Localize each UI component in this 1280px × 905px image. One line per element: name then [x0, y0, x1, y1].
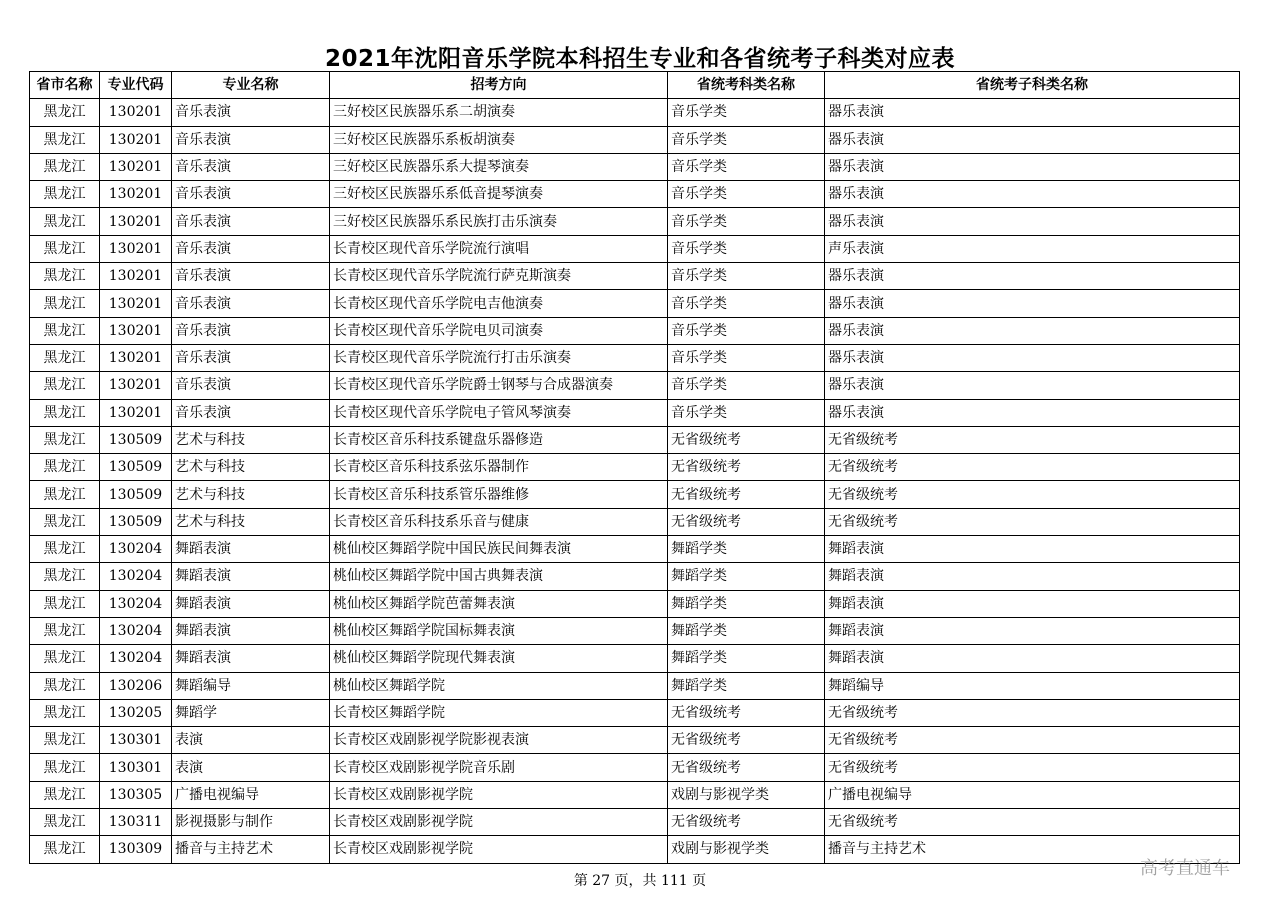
cell-province: 黑龙江: [30, 235, 100, 262]
cell-subcategory: 器乐表演: [825, 344, 1240, 371]
table-row: [30, 290, 1240, 317]
cell-direction: 长青校区戏剧影视学院: [330, 836, 668, 863]
cell-province: 黑龙江: [30, 181, 100, 208]
cell-province: 黑龙江: [30, 208, 100, 235]
cell-category: 无省级统考: [668, 727, 825, 754]
cell-major-code: 130201: [100, 235, 172, 262]
cell-subcategory: 无省级统考: [825, 809, 1240, 836]
header-province: 省市名称: [30, 72, 100, 99]
cell-major-name: 音乐表演: [172, 263, 330, 290]
cell-category: 无省级统考: [668, 481, 825, 508]
cell-major-name: 舞蹈学: [172, 699, 330, 726]
cell-province: 黑龙江: [30, 781, 100, 808]
cell-category: 音乐学类: [668, 126, 825, 153]
table-row: [30, 99, 1240, 126]
cell-category: 舞蹈学类: [668, 645, 825, 672]
cell-subcategory: 舞蹈编导: [825, 672, 1240, 699]
cell-province: 黑龙江: [30, 536, 100, 563]
cell-direction: 桃仙校区舞蹈学院现代舞表演: [330, 645, 668, 672]
cell-direction: 长青校区现代音乐学院电吉他演奏: [330, 290, 668, 317]
cell-major-code: 130311: [100, 809, 172, 836]
cell-subcategory: 无省级统考: [825, 454, 1240, 481]
cell-subcategory: 器乐表演: [825, 153, 1240, 180]
cell-province: 黑龙江: [30, 754, 100, 781]
cell-category: 舞蹈学类: [668, 536, 825, 563]
cell-subcategory: 舞蹈表演: [825, 536, 1240, 563]
cell-major-name: 音乐表演: [172, 290, 330, 317]
cell-subcategory: 无省级统考: [825, 481, 1240, 508]
cell-major-name: 舞蹈表演: [172, 617, 330, 644]
cell-category: 音乐学类: [668, 99, 825, 126]
table-row: [30, 754, 1240, 781]
cell-subcategory: 器乐表演: [825, 399, 1240, 426]
cell-province: 黑龙江: [30, 563, 100, 590]
cell-major-code: 130205: [100, 699, 172, 726]
cell-category: 音乐学类: [668, 263, 825, 290]
cell-major-code: 130509: [100, 481, 172, 508]
cell-category: 音乐学类: [668, 153, 825, 180]
cell-direction: 桃仙校区舞蹈学院国标舞表演: [330, 617, 668, 644]
cell-direction: 桃仙校区舞蹈学院中国民族民间舞表演: [330, 536, 668, 563]
cell-subcategory: 舞蹈表演: [825, 590, 1240, 617]
cell-major-code: 130509: [100, 426, 172, 453]
cell-direction: 长青校区音乐科技系键盘乐器修造: [330, 426, 668, 453]
cell-major-name: 音乐表演: [172, 399, 330, 426]
cell-subcategory: 舞蹈表演: [825, 645, 1240, 672]
table-row: [30, 317, 1240, 344]
cell-subcategory: 器乐表演: [825, 181, 1240, 208]
cell-direction: 长青校区音乐科技系弦乐器制作: [330, 454, 668, 481]
cell-subcategory: 器乐表演: [825, 126, 1240, 153]
cell-province: 黑龙江: [30, 617, 100, 644]
cell-major-name: 艺术与科技: [172, 508, 330, 535]
cell-direction: 长青校区现代音乐学院电子管风琴演奏: [330, 399, 668, 426]
cell-direction: 长青校区舞蹈学院: [330, 699, 668, 726]
table-row: [30, 426, 1240, 453]
cell-subcategory: 无省级统考: [825, 508, 1240, 535]
cell-category: 无省级统考: [668, 754, 825, 781]
cell-province: 黑龙江: [30, 590, 100, 617]
table-row: [30, 263, 1240, 290]
cell-province: 黑龙江: [30, 508, 100, 535]
cell-category: 无省级统考: [668, 699, 825, 726]
cell-major-name: 艺术与科技: [172, 481, 330, 508]
cell-direction: 长青校区戏剧影视学院音乐剧: [330, 754, 668, 781]
cell-major-code: 130301: [100, 727, 172, 754]
cell-direction: 桃仙校区舞蹈学院芭蕾舞表演: [330, 590, 668, 617]
cell-major-name: 表演: [172, 727, 330, 754]
cell-category: 音乐学类: [668, 290, 825, 317]
cell-major-code: 130204: [100, 590, 172, 617]
cell-category: 舞蹈学类: [668, 590, 825, 617]
cell-major-name: 艺术与科技: [172, 454, 330, 481]
table-row: [30, 126, 1240, 153]
cell-direction: 长青校区现代音乐学院流行演唱: [330, 235, 668, 262]
cell-major-code: 130201: [100, 208, 172, 235]
table-row: [30, 781, 1240, 808]
cell-major-code: 130509: [100, 454, 172, 481]
cell-province: 黑龙江: [30, 645, 100, 672]
cell-province: 黑龙江: [30, 290, 100, 317]
table-row: [30, 563, 1240, 590]
cell-major-name: 音乐表演: [172, 126, 330, 153]
cell-subcategory: 器乐表演: [825, 290, 1240, 317]
cell-direction: 三好校区民族器乐系民族打击乐演奏: [330, 208, 668, 235]
cell-major-name: 广播电视编导: [172, 781, 330, 808]
cell-category: 舞蹈学类: [668, 563, 825, 590]
cell-subcategory: 无省级统考: [825, 727, 1240, 754]
cell-major-code: 130201: [100, 263, 172, 290]
cell-major-name: 影视摄影与制作: [172, 809, 330, 836]
cell-province: 黑龙江: [30, 317, 100, 344]
page-title: 2021年沈阳音乐学院本科招生专业和各省统考子科类对应表: [324, 46, 955, 72]
cell-direction: 桃仙校区舞蹈学院: [330, 672, 668, 699]
cell-major-name: 音乐表演: [172, 317, 330, 344]
cell-subcategory: 舞蹈表演: [825, 563, 1240, 590]
cell-major-name: 表演: [172, 754, 330, 781]
table-row: [30, 645, 1240, 672]
cell-major-code: 130201: [100, 290, 172, 317]
cell-major-name: 音乐表演: [172, 208, 330, 235]
cell-major-name: 音乐表演: [172, 372, 330, 399]
cell-category: 音乐学类: [668, 181, 825, 208]
cell-major-name: 舞蹈表演: [172, 536, 330, 563]
cell-direction: 桃仙校区舞蹈学院中国古典舞表演: [330, 563, 668, 590]
watermark: 高考直通车: [1140, 858, 1230, 879]
cell-province: 黑龙江: [30, 672, 100, 699]
cell-direction: 长青校区音乐科技系管乐器维修: [330, 481, 668, 508]
cell-major-name: 音乐表演: [172, 181, 330, 208]
cell-subcategory: 广播电视编导: [825, 781, 1240, 808]
table-row: [30, 590, 1240, 617]
header-major-name: 专业名称: [172, 72, 330, 99]
cell-major-name: 音乐表演: [172, 235, 330, 262]
table-row: [30, 699, 1240, 726]
cell-major-name: 舞蹈编导: [172, 672, 330, 699]
cell-subcategory: 舞蹈表演: [825, 617, 1240, 644]
cell-province: 黑龙江: [30, 263, 100, 290]
cell-category: 戏剧与影视学类: [668, 781, 825, 808]
table-row: [30, 399, 1240, 426]
cell-major-name: 音乐表演: [172, 99, 330, 126]
cell-category: 无省级统考: [668, 508, 825, 535]
cell-direction: 长青校区音乐科技系乐音与健康: [330, 508, 668, 535]
table-row: [30, 508, 1240, 535]
cell-direction: 三好校区民族器乐系板胡演奏: [330, 126, 668, 153]
table-row: [30, 372, 1240, 399]
table-row: [30, 344, 1240, 371]
cell-direction: 长青校区现代音乐学院电贝司演奏: [330, 317, 668, 344]
cell-major-code: 130204: [100, 617, 172, 644]
cell-province: 黑龙江: [30, 372, 100, 399]
cell-category: 无省级统考: [668, 426, 825, 453]
cell-category: 舞蹈学类: [668, 672, 825, 699]
cell-major-code: 130201: [100, 181, 172, 208]
cell-major-code: 130201: [100, 153, 172, 180]
cell-subcategory: 播音与主持艺术: [825, 836, 1240, 863]
cell-major-name: 音乐表演: [172, 344, 330, 371]
cell-major-name: 舞蹈表演: [172, 563, 330, 590]
cell-category: 音乐学类: [668, 399, 825, 426]
table-row: [30, 836, 1240, 863]
cell-major-code: 130201: [100, 399, 172, 426]
cell-direction: 长青校区现代音乐学院爵士钢琴与合成器演奏: [330, 372, 668, 399]
cell-major-code: 130204: [100, 536, 172, 563]
cell-direction: 长青校区戏剧影视学院: [330, 809, 668, 836]
cell-province: 黑龙江: [30, 836, 100, 863]
cell-major-code: 130204: [100, 563, 172, 590]
table-row: [30, 536, 1240, 563]
table-row: [30, 153, 1240, 180]
cell-direction: 三好校区民族器乐系大提琴演奏: [330, 153, 668, 180]
cell-subcategory: 器乐表演: [825, 208, 1240, 235]
cell-province: 黑龙江: [30, 126, 100, 153]
cell-province: 黑龙江: [30, 454, 100, 481]
cell-major-code: 130201: [100, 317, 172, 344]
header-category: 省统考科类名称: [668, 72, 825, 99]
cell-category: 无省级统考: [668, 809, 825, 836]
table-row: [30, 181, 1240, 208]
admission-table: [29, 71, 1240, 864]
cell-major-code: 130201: [100, 99, 172, 126]
cell-major-name: 艺术与科技: [172, 426, 330, 453]
cell-major-code: 130206: [100, 672, 172, 699]
header-direction: 招考方向: [330, 72, 668, 99]
cell-province: 黑龙江: [30, 344, 100, 371]
cell-province: 黑龙江: [30, 99, 100, 126]
cell-province: 黑龙江: [30, 699, 100, 726]
cell-subcategory: 无省级统考: [825, 699, 1240, 726]
page-footer: 第 27 页，共 111 页: [573, 873, 707, 889]
cell-major-code: 130201: [100, 126, 172, 153]
header-subcategory: 省统考子科类名称: [825, 72, 1240, 99]
cell-major-code: 130301: [100, 754, 172, 781]
cell-direction: 长青校区现代音乐学院流行打击乐演奏: [330, 344, 668, 371]
header-major-code: 专业代码: [100, 72, 172, 99]
cell-category: 音乐学类: [668, 208, 825, 235]
cell-province: 黑龙江: [30, 426, 100, 453]
cell-subcategory: 器乐表演: [825, 372, 1240, 399]
cell-major-code: 130509: [100, 508, 172, 535]
table-row: [30, 727, 1240, 754]
cell-category: 音乐学类: [668, 344, 825, 371]
cell-major-code: 130309: [100, 836, 172, 863]
cell-major-name: 播音与主持艺术: [172, 836, 330, 863]
cell-province: 黑龙江: [30, 481, 100, 508]
table-row: [30, 617, 1240, 644]
cell-direction: 三好校区民族器乐系低音提琴演奏: [330, 181, 668, 208]
cell-direction: 长青校区戏剧影视学院影视表演: [330, 727, 668, 754]
cell-direction: 三好校区民族器乐系二胡演奏: [330, 99, 668, 126]
cell-category: 音乐学类: [668, 317, 825, 344]
cell-subcategory: 器乐表演: [825, 99, 1240, 126]
cell-direction: 长青校区现代音乐学院流行萨克斯演奏: [330, 263, 668, 290]
cell-category: 无省级统考: [668, 454, 825, 481]
cell-province: 黑龙江: [30, 809, 100, 836]
table-row: [30, 454, 1240, 481]
table-row: [30, 809, 1240, 836]
cell-subcategory: 器乐表演: [825, 263, 1240, 290]
cell-province: 黑龙江: [30, 153, 100, 180]
cell-major-code: 130305: [100, 781, 172, 808]
cell-major-code: 130201: [100, 372, 172, 399]
cell-category: 舞蹈学类: [668, 617, 825, 644]
cell-direction: 长青校区戏剧影视学院: [330, 781, 668, 808]
table-header-row: [30, 72, 1240, 99]
table-row: [30, 672, 1240, 699]
cell-category: 戏剧与影视学类: [668, 836, 825, 863]
cell-province: 黑龙江: [30, 727, 100, 754]
cell-subcategory: 无省级统考: [825, 426, 1240, 453]
cell-category: 音乐学类: [668, 372, 825, 399]
cell-major-code: 130201: [100, 344, 172, 371]
cell-major-code: 130204: [100, 645, 172, 672]
cell-province: 黑龙江: [30, 399, 100, 426]
cell-subcategory: 声乐表演: [825, 235, 1240, 262]
cell-category: 音乐学类: [668, 235, 825, 262]
cell-subcategory: 无省级统考: [825, 754, 1240, 781]
cell-subcategory: 器乐表演: [825, 317, 1240, 344]
cell-major-name: 舞蹈表演: [172, 645, 330, 672]
cell-major-name: 音乐表演: [172, 153, 330, 180]
cell-major-name: 舞蹈表演: [172, 590, 330, 617]
table-row: [30, 235, 1240, 262]
table-row: [30, 208, 1240, 235]
table-row: [30, 481, 1240, 508]
